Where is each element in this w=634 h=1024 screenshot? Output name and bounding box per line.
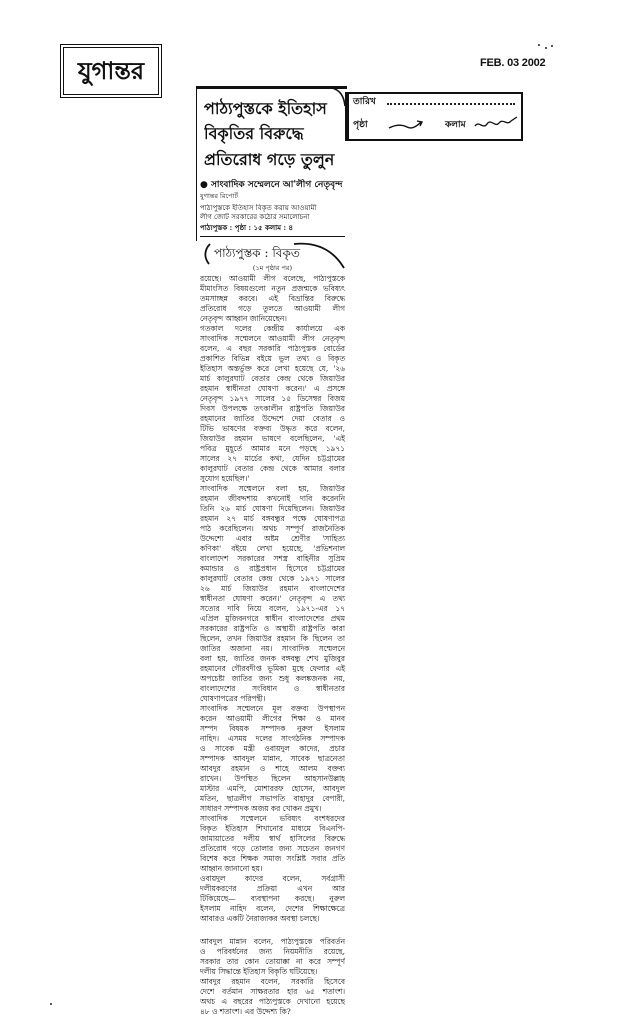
text-line: সত্যের দাবি নিয়ে বলেন, ১৯৭১-এর ১৭	[200, 604, 345, 613]
text-line: রহমান জীবদ্দশায় কখনোই দাবি করেননি	[200, 494, 345, 503]
archive-stamp	[345, 92, 523, 141]
text-line: বিশেষ করে শিক্ষক সমাজ সংশ্লিষ্ট সবার প্রতি	[200, 854, 345, 863]
text-line: স্বাধীনতা ঘোষণা করেন।' নেতৃবৃন্দ এ তথ্য	[200, 594, 345, 603]
text-line: ও সাবেক মন্ত্রী ওবায়দুল কাদের, প্রচার	[200, 744, 345, 753]
jump-line: পাঠ্যপুস্তক : পৃষ্ঠা : ১৫ কলাম : ৪	[200, 223, 294, 232]
text-line: টিভি ভাষণের বক্তব্য উদ্ধৃত করে বলেন,	[200, 424, 345, 433]
stamp-date-label: তারিখ	[353, 97, 376, 107]
text-line: সুযোগ হয়েছিল।'	[200, 474, 250, 483]
text-line: পবিত্র মুহূর্তে আমার মনে পড়ছে ১৯৭১	[200, 444, 345, 453]
article-body-continued	[200, 937, 345, 1017]
newspaper-masthead: যুগান্তর	[60, 44, 162, 98]
article-body	[200, 274, 345, 924]
text-line: ইতিহাস অন্তর্ভুক্ত করে লেখা হয়েছে যে, '২৬	[200, 364, 345, 373]
text-line: অথচ এ বছরের পাঠ্যপুস্তকে দেখানো হয়েছে	[200, 997, 345, 1006]
text-line: জামায়াতের দলীয় স্বার্থ হাসিলের বিরুদ্ধে	[200, 834, 345, 843]
text-line: জাতির অজানা নয়। সাংবাদিক সম্মেলনে	[200, 644, 345, 653]
text-line: সম্পদ বিষয়ক সম্পাদক নুরুল ইসলাম	[200, 724, 345, 733]
text-line: উদ্দেশ্যে এবার অষ্টম শ্রেণীর 'সাহিত্য	[200, 534, 345, 543]
text-line: ঘোষণাপত্রের পরিপন্থী।	[200, 694, 266, 703]
text-line: সরকারের রাষ্ট্রপতি ও অস্থায়ী রাষ্ট্রপতি কারা	[200, 624, 345, 633]
text-line: দিবস উপলক্ষে তৎকালীন রাষ্ট্রপতি জিয়াউর	[200, 404, 345, 413]
text-line: বলেন, এ বছর সরকারি পাঠ্যপুস্তক বোর্ডের	[200, 344, 345, 353]
text-line: প্রতিরোধ গড়ে তোলার জন্য সচেতন জনগণ	[200, 844, 345, 853]
text-line: ও পরিবর্ধনের জন্য নিয়মনীতি রয়েছে,	[200, 947, 345, 956]
text-line: ইসলাম নাহিদ বলেন, দেশের শিক্ষাক্ষেত্রে	[200, 904, 345, 913]
continued-from-note: (১ম পৃষ্ঠার পর)	[252, 264, 293, 272]
text-line: রয়েছে। আওয়ামী লীগ বলেছে, পাঠ্যপুস্তকে	[200, 274, 345, 283]
lead-line: পাঠ্যপুস্তকে ইতিহাস বিকৃত করায় আওয়ামী	[200, 204, 317, 212]
text-line: প্রকাশিত বিভিন্ন বইয়ে ভুল তথ্য ও বিকৃত	[200, 354, 345, 363]
text-line: ৪৮ ও শতাংশ। এর উদ্দেশ্য কি?	[200, 1007, 291, 1016]
text-line: আবদুল মান্নান বলেন, পাঠ্যপুস্তকে পরিবর্তন	[200, 937, 345, 946]
text-line: বলা হয়, জাতির জনক বঙ্গবন্ধু শেখ মুজিবুর	[200, 654, 345, 663]
paragraph	[200, 874, 345, 924]
paragraph	[200, 484, 345, 704]
text-line: সালের ২৭ মার্চের কথা, যেদিন চট্টগ্রামের	[200, 454, 345, 463]
text-line: দলীয়করণের প্রক্রিয়া এখন আর	[200, 884, 345, 893]
text-line: রহমান স্বাধীনতা ঘোষণা করেন।' এ প্রসঙ্গে	[200, 384, 345, 393]
text-line: আবারও একটি নৈরাজ্যকর অবস্থা চলছে।	[200, 914, 320, 923]
text-line: ২৬ মার্চ জিয়াউর রহমান বাংলাদেশের	[200, 584, 345, 593]
ink-speck	[551, 45, 553, 47]
continuation-heading: পাঠ্যপুস্তক : বিকৃত	[214, 246, 300, 260]
stamp-date-dotted-line	[387, 103, 515, 105]
text-line: মতিন, ছাত্রলীগ সভাপতি বাহাদুর বেপারী,	[200, 794, 345, 803]
text-line: জিয়াউর রহমান ভাষণে বলেছিলেন, 'এই	[200, 434, 345, 443]
headline-line: প্রতিরোধ গড়ে তুলুন	[204, 150, 335, 169]
paragraph	[200, 977, 345, 1017]
headline-line: বিকৃতির বিরুদ্ধে	[204, 124, 304, 143]
paragraph	[200, 814, 345, 874]
text-line: কমান্ডার ও রাষ্ট্রপ্রধান হিসেবে চট্টগ্রামের	[200, 564, 345, 573]
paragraph	[200, 324, 345, 484]
text-line: নাহিদ। এসময় দলের সাংগঠনিক সম্পাদক	[200, 734, 345, 743]
text-line: প্রতিরোধ গড়ে তুলতে আওয়ামী লীগ	[200, 304, 345, 313]
date-stamp: FEB. 03 2002	[480, 57, 546, 69]
text-line: বাংলাদেশ সরকারের সশস্ত্র বাহিনীর সুপ্রিম	[200, 554, 345, 563]
text-line: এপ্রিল মুজিবনগরে স্বাধীন বাংলাদেশের প্রথম	[200, 614, 345, 623]
text-line: দেশে বর্তমান সাক্ষরতার হার ৬৫ শতাংশ।	[200, 987, 345, 996]
text-line: বিকৃত ইতিহাস শিখানোর মাধ্যমে বিএনপি-	[200, 824, 345, 833]
continuation-left-bracket	[201, 242, 213, 266]
text-line: সাংবাদিক সম্মেলনে ভবিষ্যৎ বংশধরদের	[200, 814, 345, 823]
text-line: নেতৃবৃন্দ আহ্বান জানিয়েছেন।	[200, 314, 287, 323]
handwritten-page-mark	[387, 116, 427, 134]
text-line: টিকিয়েছে— ব্যবস্থাপনা করছে। নুরুল	[200, 894, 345, 903]
paragraph	[200, 704, 345, 814]
text-line: মীমাংসিত বিষয়গুলো নতুন প্রজন্মকে ভবিষ্যৎ	[200, 284, 345, 293]
text-line: সাংবাদিক সম্মেলনে মূল বক্তব্য উপস্থাপন	[200, 704, 345, 713]
text-line: কালুরঘাট বেতার কেন্দ্র থেকে ১৯৭১ সালের	[200, 574, 345, 583]
ink-speck	[538, 44, 540, 46]
ink-speck	[50, 1003, 52, 1005]
text-line: কণিকা' বইয়ে লেখা হয়েছে, 'প্রভিশনাল	[200, 544, 345, 553]
stamp-column-label: কলাম	[445, 120, 466, 130]
text-line: রহমান ২৭ মার্চ বঙ্গবন্ধুর পক্ষে ঘোষণাপত্র	[200, 514, 345, 523]
text-line: বাংলাদেশের সংবিধান ও স্বাধীনতার	[200, 684, 345, 693]
text-line: আবদুর রহমান বলেন, সরকারি হিসেবে	[200, 977, 345, 986]
lead-line: লীগ জোট সরকারের কঠোর সমালোচনা	[200, 213, 310, 221]
paragraph	[200, 937, 345, 977]
handwritten-column-mark	[473, 114, 519, 134]
text-line: কালুরঘাট বেতার কেন্দ্র থেকে আমার বলার	[200, 464, 345, 473]
text-line: মাস্টার এমপি, মোশাররফ হোসেন, আবদুল	[200, 784, 345, 793]
text-line: করেন আওয়ামী লীগের শিক্ষা ও মানব	[200, 714, 345, 723]
text-line: তমসাচ্ছন্ন করবে। এই বিভ্রান্তির বিরুদ্ধে	[200, 294, 345, 303]
paragraph	[200, 274, 345, 324]
text-line: তিনি ২৬ মার্চ ঘোষণা দিয়েছিলেন। জিয়াউর	[200, 504, 345, 513]
byline: যুগান্তর রিপোর্ট	[200, 192, 238, 200]
text-line: মার্চ কালুরঘাট বেতার কেন্দ্র থেকে জিয়াউর	[200, 374, 345, 383]
text-line: গতকাল দলের কেন্দ্রীয় কার্যালয়ে এক	[200, 324, 345, 333]
text-line: আহ্বান জানানো হয়।	[200, 864, 263, 873]
text-line: নেতৃবৃন্দ ১৯৭৭ সালের ১৫ ডিসেম্বর বিজয়	[200, 394, 345, 403]
divider	[200, 236, 345, 237]
text-line: ওবায়দুল কাদের বলেন, সর্বগ্রাসী	[200, 874, 345, 883]
text-line: রহমানের জাতির উদ্দেশে দেয়া বেতার ও	[200, 414, 345, 423]
text-line: পাঠ করেছিলেন। অথচ সম্পূর্ণ রাজনৈতিক	[200, 524, 345, 533]
text-line: সাংবাদিক সম্মেলনে আওয়ামী লীগ নেতৃবৃন্দ	[200, 334, 345, 343]
text-line: সাধারণ সম্পাদক অজয় কর খোকন প্রমুখ।	[200, 804, 322, 813]
headline-line: পাঠ্যপুস্তকে ইতিহাস	[204, 99, 327, 118]
text-line: রহমানের গৌরবদীপ্ত ভূমিকা মুছে ফেলার এই	[200, 664, 345, 673]
text-line: সম্পাদক আবদুল মান্নান, সাবেক ছাত্রনেতা	[200, 754, 345, 763]
text-line: ছিলেন, তখন জিয়াউর রহমান কি ছিলেন তা	[200, 634, 345, 643]
text-line: দলীয় সিদ্ধান্তে ইতিহাস বিকৃতি ঘটিয়েছে।	[200, 967, 318, 976]
subheadline: ● সাংবাদিক সম্মেলনে আ'লীগ নেতৃবৃন্দ	[200, 180, 343, 190]
text-line: আবদুর রহমান ও শাহে আলম বক্তব্য	[200, 764, 345, 773]
text-line: রাখেন। উপস্থিত ছিলেন আহসানউল্লাহ	[200, 774, 345, 783]
ink-speck	[545, 47, 547, 49]
text-line: সাংবাদিক সম্মেলনে বলা হয়, জিয়াউর	[200, 484, 345, 493]
stamp-page-label: পৃষ্ঠা	[353, 120, 368, 130]
text-line: সরকার তার কোন তোয়াক্কা না করে সম্পূর্ণ	[200, 957, 345, 966]
text-line: অপচেষ্টা জাতির জন্য শুধু কলঙ্কজনক নয়,	[200, 674, 345, 683]
